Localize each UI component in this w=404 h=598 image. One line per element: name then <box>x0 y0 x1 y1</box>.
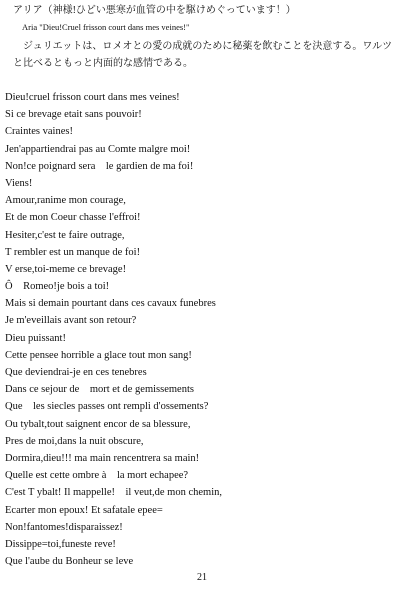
lyric-line: Quelle est cette ombre à la mort echapee? <box>5 470 189 482</box>
lyric-line: Et de mon Coeur chasse l'effroi! <box>5 212 141 224</box>
lyric-line: Dans ce sejour de mort et de gemissements <box>5 384 194 396</box>
page-number: 21 <box>197 572 207 583</box>
lyric-line: C'est T ybalt! Il mappelle! il veut,de mon chemin, <box>5 487 222 499</box>
lyric-line: Si ce brevage etait sans pouvoir! <box>5 109 142 121</box>
lyric-line: Amour,ranime mon courage, <box>5 195 126 207</box>
lyric-line: Que deviendrai-je en ces tenebres <box>5 367 147 378</box>
lyric-line: Dieu!cruel frisson court dans mes veines! <box>5 92 180 103</box>
lyric-line: Ô Romeo!je bois a toi! <box>5 281 110 293</box>
lyric-line: Je m'eveillais avant son retour? <box>5 315 137 327</box>
lyric-line: Que les siecles passes ont rempli d'ossements? <box>5 401 209 413</box>
lyric-line: Cette pensee horrible a glace tout mon sang! <box>5 349 192 361</box>
lyric-line: T rembler est un manque de foi! <box>5 246 141 258</box>
lyric-line: Non!ce poignard sera le gardien de ma foi! <box>5 160 194 172</box>
lyric-line: Craintes vaines! <box>5 126 73 138</box>
lyric-line: V erse,toi-meme ce brevage! <box>5 263 127 275</box>
lyric-line: Jen'appartiendrai pas au Comte malgre moi! <box>5 143 191 155</box>
lyric-line: Dormira,dieu!!! ma main rencentrera sa main! <box>5 452 200 464</box>
lyric-line: Ecarter mon epoux! Et safatale epee= <box>5 504 163 516</box>
aria-title-japanese: アリア（神様!ひどい悪寒が血管の中を駆けめぐっています！） <box>13 5 296 16</box>
lyric-line: Non!fantomes!disparaissez! <box>5 521 123 533</box>
lyric-line: Mais si demain pourtant dans ces cavaux funebres <box>5 298 216 310</box>
lyric-line: Pres de moi,dans la nuit obscure, <box>5 435 144 447</box>
lyric-line: Hesiter,c'est te faire outrage, <box>5 229 125 241</box>
lyric-line: Ou tybalt,tout saignent encor de sa blessure, <box>5 418 191 430</box>
lyric-line: Que l'aube du Bonheur se leve <box>5 556 134 568</box>
lyric-line: Dieu puissant! <box>5 332 66 344</box>
lyric-line: Viens! <box>5 177 33 189</box>
lyrics-block <box>5 89 400 570</box>
aria-description: ジュリエットは、ロメオとの愛の成就のために秘薬を飲むことを決意する。ワルツと比べるともっと内面的な感情である。 <box>13 41 393 69</box>
lyric-line: Dissippe=toi,funeste reve! <box>5 538 116 550</box>
aria-title-french: Aria "Dieu!Cruel frisson court dans mes veines!" <box>22 22 190 32</box>
